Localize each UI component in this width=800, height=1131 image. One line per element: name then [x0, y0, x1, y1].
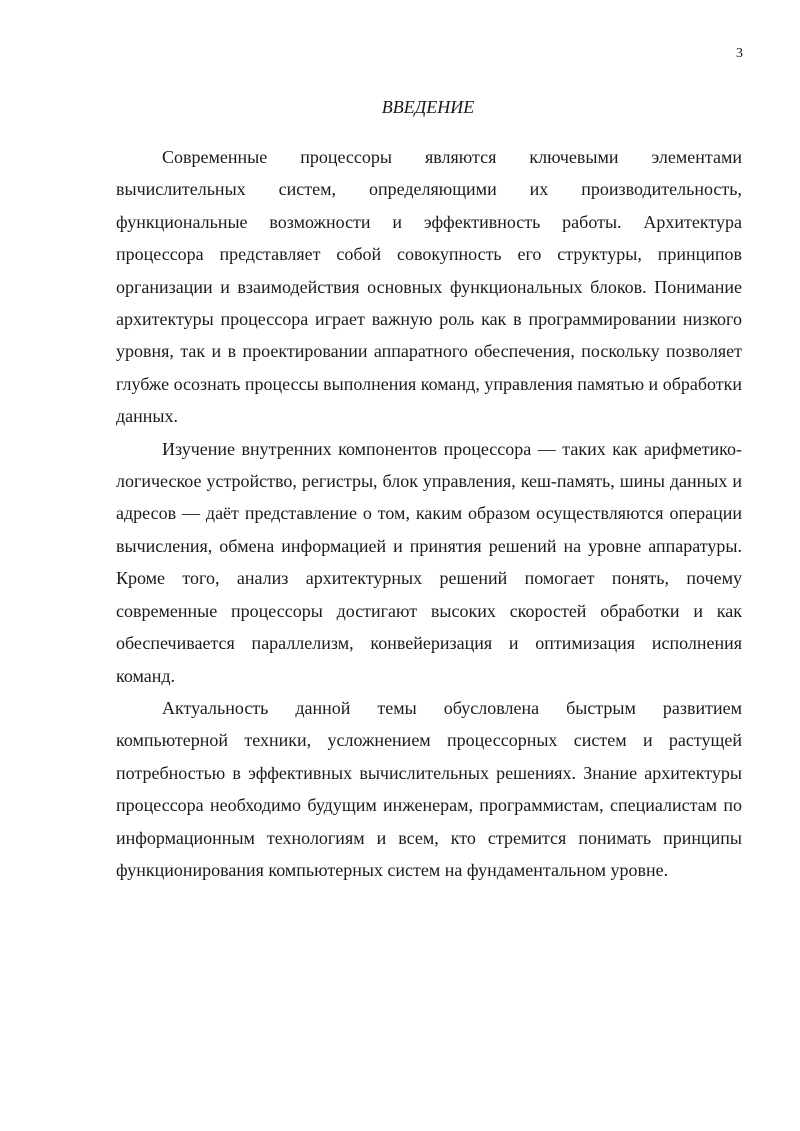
body-text [116, 141, 742, 886]
page-title: ВВЕДЕНИЕ [381, 97, 475, 117]
page-number: 3 [736, 46, 743, 61]
paragraph-2: Изучение внутренних компонентов процессора — таких как арифметико-логическое устройство, регистры, блок управления, кеш-память, шины данных и адресов — даёт представление о том, каким образом осуществляются операции вычисления, обмена информацией и принятия решений на уровне аппаратуры. Кроме того, анализ архитектурных решений помогает понять, почему современные процессоры достигают высоких скоростей обработки и как обеспечивается параллелизм, конвейеризация и оптимизация исполнения команд. [116, 438, 742, 686]
paragraph-1: Современные процессоры являются ключевыми элементами вычислительных систем, определяющими их производительность, функциональные возможности и эффективность работы. Архитектура процессора представляет собой совокупность его структуры, принципов организации и взаимодействия основных функциональных блоков. Понимание архитектуры процессора играет важную роль как в программировании низкого уровня, так и в проектировании аппаратного обеспечения, поскольку позволяет глубже осознать процессы выполнения команд, управления памятью и обработки данных. [116, 147, 743, 427]
paragraph-3: Актуальность данной темы обусловлена быстрым развитием компьютерной техники, усложнением процессорных систем и растущей потребностью в эффективных вычислительных решениях. Знание архитектуры процессора необходимо будущим инженерам, программистам, специалистам по информационным технологиям и всем, кто стремится понимать принципы функционирования компьютерных систем на фундаментальном уровне. [116, 697, 742, 880]
